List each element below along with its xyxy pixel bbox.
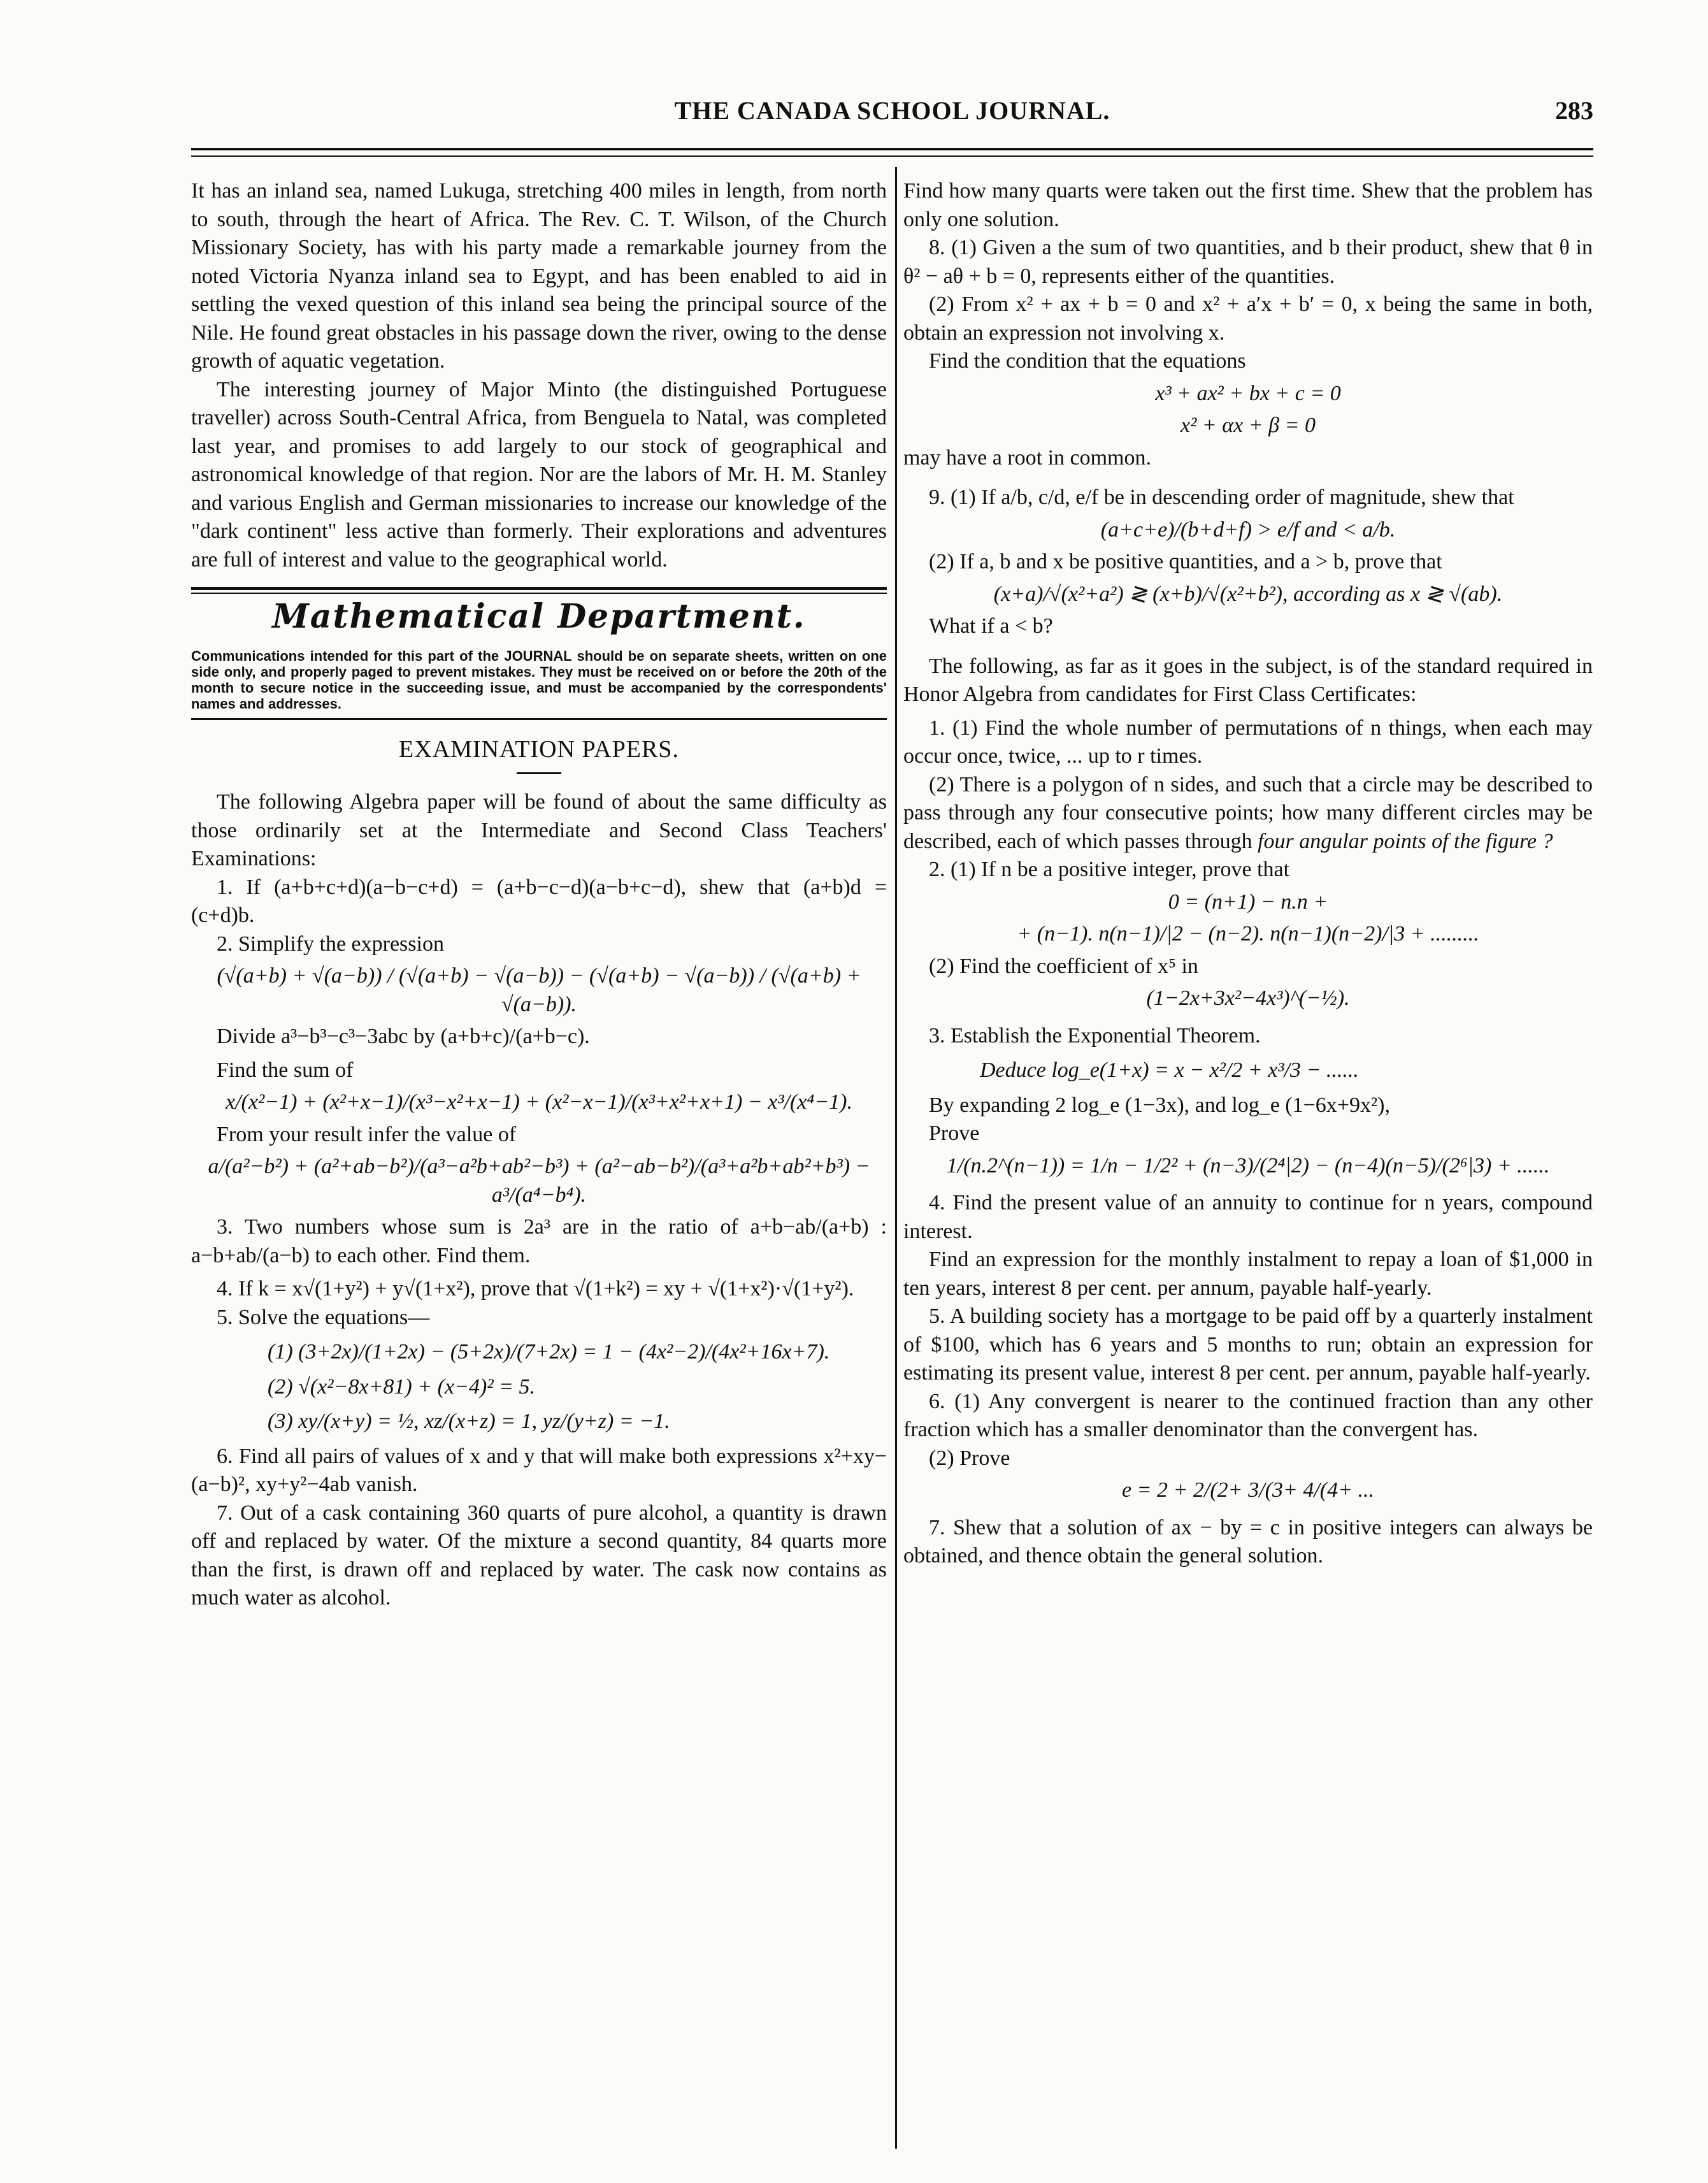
section-title: EXAMINATION PAPERS. xyxy=(399,735,679,763)
h1-2-text: (2) There is a polygon of n sides, and such that a circle may be described to pass through any four consecutive points; how many different circles may be described, each of which passes through xyxy=(903,772,1593,853)
q5-equation-3: (3) xy/(x+y) = ½, xz/(x+z) = 1, yz/(y+z) = −1. xyxy=(268,1409,670,1433)
h1-2-italic: four angular points of the figure ? xyxy=(1258,829,1553,853)
notice-rule xyxy=(191,718,887,720)
h2-equation-line-1: 0 = (n+1) − n.n + xyxy=(1168,890,1328,914)
question-8-part-1: 8. (1) Given a the sum of two quantities, and b their product, shew that θ in θ² − aθ + b = 0, represents either of the quantities. xyxy=(903,236,1593,288)
q2-infer: From your result infer the value of xyxy=(217,1122,517,1146)
h3-deduce: Deduce log_e(1+x) = x − x²/2 + x³/3 − ...... xyxy=(980,1058,1359,1082)
question-9-part-2: (2) If a, b and x be positive quantities, and a > b, prove that xyxy=(929,550,1442,573)
page-number: 283 xyxy=(1555,96,1593,125)
h3-prove: Prove xyxy=(929,1121,980,1145)
question-9-part-1: 9. (1) If a/b, c/d, e/f be in descending order of magnitude, shew that xyxy=(929,486,1514,509)
h3-expand: By expanding 2 log_e (1−3x), and log_e (1−6x+9x²), xyxy=(929,1093,1390,1117)
header-rule-thick xyxy=(191,148,1593,150)
honor-question-6-part-1: 6. (1) Any convergent is nearer to the continued fraction than any other fraction which has a smaller denominator than the convergent has. xyxy=(903,1389,1593,1441)
honor-question-7: 7. Shew that a solution of ax − by = c in positive integers can always be obtained, and thence obtain the general solution. xyxy=(903,1515,1593,1567)
running-head xyxy=(191,96,1593,134)
q2-divide: Divide a³−b³−c³−3abc by (a+b+c)/(a+b−c). xyxy=(217,1025,590,1048)
q5-equation-1: (1) (3+2x)/(1+2x) − (5+2x)/(7+2x) = 1 − (4x²−2)/(4x²+16x+7). xyxy=(268,1340,830,1364)
question-4: 4. If k = x√(1+y²) + y√(1+x²), prove that √(1+k²) = xy + √(1+x²)·√(1+y²). xyxy=(217,1277,854,1300)
question-3: 3. Two numbers whose sum is 2a³ are in the ratio of a+b−ab/(a+b) : a−b+ab/(a−b) to each other. Find them. xyxy=(191,1215,887,1267)
honor-question-2-part-2: (2) Find the coefficient of x⁵ in xyxy=(929,954,1198,978)
q7-continued: Find how many quarts were taken out the first time. Shew that the problem has only one solution. xyxy=(903,179,1593,231)
h3-prove-expression: 1/(n.2^(n−1)) = 1/n − 1/2² + (n−3)/(2⁴|2) − (n−4)(n−5)/(2⁶|3) + ...... xyxy=(946,1153,1550,1178)
honor-question-3: 3. Establish the Exponential Theorem. xyxy=(929,1023,1261,1048)
intro-paragraph-2: The interesting journey of Major Minto (the distinguished Portuguese traveller) across South-Central Africa, from Benguela to Natal, was completed last year, and promises to add largely to our stock of geographical and astronomical knowledge of that region. Nor are the labors of Mr. H. M. Stanley and various English and German missionaries to increase our knowledge of the "dark continent" less active than formerly. Their explorations and adventures are full of interest and value to the geographical world. xyxy=(191,377,887,572)
q8-common-root: may have a root in common. xyxy=(903,445,1152,470)
exam-intro: The following Algebra paper will be found of about the same difficulty as those ordinarily set at the Intermediate and Second Class Teachers' Examinations: xyxy=(191,790,887,870)
honor-question-5: 5. A building society has a mortgage to be paid off by a quarterly instalment of $100, which has 6 years and 5 months to run; obtain an expression for estimating its present value, interest 8 per cent. per annum, payable half-yearly. xyxy=(903,1304,1593,1385)
h6-continued-fraction: e = 2 + 2/(2+ 3/(3+ 4/(4+ ... xyxy=(1121,1478,1375,1502)
question-2: 2. Simplify the expression xyxy=(217,932,444,956)
department-notice: Communications intended for this part of the JOURNAL should be on separate sheets, written on one side only, and properly paged to prevent mistakes. They must be received on or before the 20th of the month to secure notice in the succeeding issue, and must be accompanied by the correspondents' names and addresses. xyxy=(191,647,887,712)
department-rule-thick xyxy=(191,587,887,590)
honor-question-2-part-1: 2. (1) If n be a positive integer, prove that xyxy=(929,858,1290,881)
q8-condition: Find the condition that the equations xyxy=(929,349,1246,373)
column-divider xyxy=(895,167,897,2149)
q9-expression: (x+a)/√(x²+a²) ≷ (x+b)/√(x²+b²), according as x ≷ √(ab). xyxy=(993,582,1503,606)
right-column xyxy=(903,177,1593,1571)
honor-question-1-part-2 xyxy=(903,771,1593,856)
q9-inequality: (a+c+e)/(b+d+f) > e/f and < a/b. xyxy=(1100,517,1396,542)
q9-what-if: What if a < b? xyxy=(929,614,1053,638)
q2-expression: (√(a+b) + √(a−b)) / (√(a+b) − √(a−b)) − (√(a+b) − √(a−b)) / (√(a+b) + √(a−b)). xyxy=(217,964,861,1016)
question-8-part-2: (2) From x² + ax + b = 0 and x² + a′x + b′ = 0, x being the same in both, obtain an expression not involving x. xyxy=(903,292,1593,345)
left-column xyxy=(191,177,887,1613)
h2-equation-line-2: + (n−1). n(n−1)/|2 − (n−2). n(n−1)(n−2)/|3 + ......... xyxy=(1017,922,1479,946)
q2-sum-expression: x/(x²−1) + (x²+x−1)/(x³−x²+x−1) + (x²−x−1)/(x³+x²+x+1) − x³/(x⁴−1). xyxy=(226,1090,852,1114)
question-6: 6. Find all pairs of values of x and y that will make both expressions x²+xy−(a−b)², xy+y²−4ab vanish. xyxy=(191,1444,887,1496)
q2-find-sum: Find the sum of xyxy=(217,1058,354,1082)
q8-equation-1: x³ + ax² + bx + c = 0 xyxy=(1155,381,1341,405)
section-short-rule xyxy=(517,772,561,774)
journal-title: THE CANADA SCHOOL JOURNAL. xyxy=(674,96,1110,125)
department-title: Mathematical Department. xyxy=(272,597,806,636)
honor-question-4-part-2: Find an expression for the monthly instalment to repay a loan of $1,000 in ten years, interest 8 per cent. per annum, payable half-yearly. xyxy=(903,1248,1593,1300)
honor-question-6-part-2: (2) Prove xyxy=(929,1446,1010,1470)
question-1: 1. If (a+b+c+d)(a−b−c+d) = (a+b−c−d)(a−b+c−d), shew that (a+b)d = (c+d)b. xyxy=(191,875,887,927)
question-5: 5. Solve the equations— xyxy=(217,1305,430,1329)
honor-algebra-intro: The following, as far as it goes in the subject, is of the standard required in Honor Algebra from candidates for First Class Certificates: xyxy=(903,654,1593,706)
q2-infer-expression: a/(a²−b²) + (a²+ab−b²)/(a³−a²b+ab²−b³) + (a²−ab−b²)/(a³+a²b+ab²+b³) − a³/(a⁴−b⁴). xyxy=(208,1155,870,1207)
header-rule-thin xyxy=(191,155,1593,157)
honor-question-4: 4. Find the present value of an annuity to continue for n years, compound interest. xyxy=(903,1191,1593,1243)
q5-equation-2: (2) √(x²−8x+81) + (x−4)² = 5. xyxy=(268,1374,535,1399)
department-rule-thin xyxy=(191,593,887,594)
honor-question-1-part-1: 1. (1) Find the whole number of permutations of n things, when each may occur once, twice, ... up to r times. xyxy=(903,716,1593,768)
question-7: 7. Out of a cask containing 360 quarts of pure alcohol, a quantity is drawn off and replaced by water. Of the mixture a second quantity, 84 quarts more than the first, is drawn off and replaced by water. The cask now contains as much water as alcohol. xyxy=(191,1501,887,1610)
q8-equation-2: x² + αx + β = 0 xyxy=(1181,414,1316,437)
h2-2-expression: (1−2x+3x²−4x³)^(−½). xyxy=(1146,986,1350,1010)
intro-paragraph-1: It has an inland sea, named Lukuga, stretching 400 miles in length, from north to south, through the heart of Africa. The Rev. C. T. Wilson, of the Church Missionary Society, has with his party made a remarkable journey from the noted Victoria Nyanza inland sea to Egypt, and has been enabled to aid in settling the vexed question of this inland sea being the principal source of the Nile. He found great obstacles in his passage down the river, owing to the dense growth of aquatic vegetation. xyxy=(191,179,887,373)
